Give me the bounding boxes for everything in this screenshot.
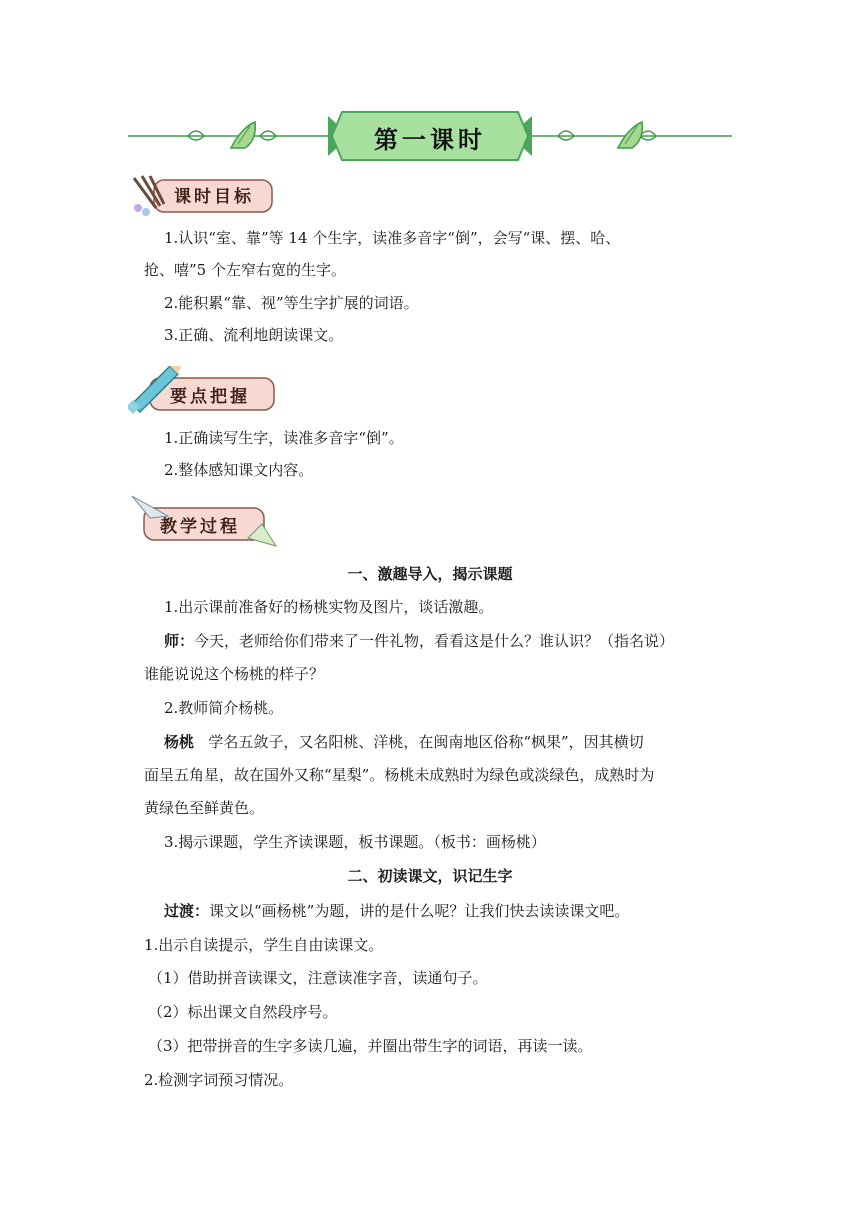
key-point-2: 2.整体感知课文内容。 [164, 461, 314, 479]
yangtao-intro-line-2: 面呈五角星，故在国外又称“星梨”。杨桃未成熟时为绿色或淡绿色，成熟时为 [144, 766, 655, 784]
section-2-item-2: 2.检测字词预习情况。 [144, 1071, 294, 1089]
process-tag-label: 教学过程 [160, 517, 240, 537]
section-2-heading: 二、初读课文，识记生字 [347, 867, 513, 885]
key-point-1: 1.正确读写生字，读准多音字“倒”。 [164, 429, 404, 447]
lesson-title: 第一课时 [374, 126, 486, 154]
yangtao-label: 杨桃 [164, 733, 195, 751]
reading-tip-2: （2）标出课文自然段序号。 [148, 1003, 338, 1021]
yangtao-text-line-1: 学名五敛子，又名阳桃、洋桃，在闽南地区俗称“枫果”，因其横切 [208, 733, 644, 751]
teacher-text-line-1: 今天，老师给你们带来了一件礼物，看看这是什么？谁认识？（指名说） [194, 632, 675, 650]
objective-line-2: 抢、嘻”5 个左窄右宽的生字。 [144, 261, 346, 279]
objectives-tag [128, 174, 278, 218]
section-1-item-2: 2.教师简介杨桃。 [164, 699, 284, 717]
key-points-tag-label: 要点把握 [170, 387, 250, 407]
teacher-remark-line-2: 谁能说说这个杨桃的样子？ [144, 665, 325, 683]
section-1-item-1: 1.出示课前准备好的杨桃实物及图片，谈话激趣。 [164, 598, 494, 616]
process-tag [128, 494, 278, 550]
objective-line-1: 1.认识“室、靠”等 14 个生字，读准多音字“倒”，会写“课、摆、哈、 [164, 229, 621, 247]
transition-text: 课文以“画杨桃”为题，讲的是什么呢？让我们快去读读课文吧。 [209, 902, 630, 920]
lesson-title-banner [128, 108, 732, 164]
key-points-tag [128, 366, 278, 414]
yangtao-intro-line-3: 黄绿色至鲜黄色。 [144, 799, 265, 817]
teacher-remark-line-1 [164, 631, 732, 651]
transition-label: 过渡： [164, 902, 210, 920]
objective-line-4: 3.正确、流利地朗读课文。 [164, 326, 344, 344]
section-2-item-1: 1.出示自读提示，学生自由读课文。 [144, 936, 384, 954]
section-1-item-3: 3.揭示课题，学生齐读课题，板书课题。（板书：画杨桃） [164, 833, 546, 851]
teacher-label: 师： [164, 632, 195, 650]
reading-tip-3: （3）把带拼音的生字多读几遍，并圈出带生字的词语，再读一读。 [148, 1037, 593, 1055]
objective-line-3: 2.能积累“靠、视”等生字扩展的词语。 [164, 294, 419, 312]
objectives-tag-label: 课时目标 [174, 187, 254, 207]
section-1-heading: 一、激趣导入，揭示课题 [347, 565, 513, 583]
reading-tip-1: （1）借助拼音读课文，注意读准字音，读通句子。 [148, 969, 488, 987]
transition-line [164, 901, 732, 921]
yangtao-intro-line-1 [164, 732, 732, 752]
